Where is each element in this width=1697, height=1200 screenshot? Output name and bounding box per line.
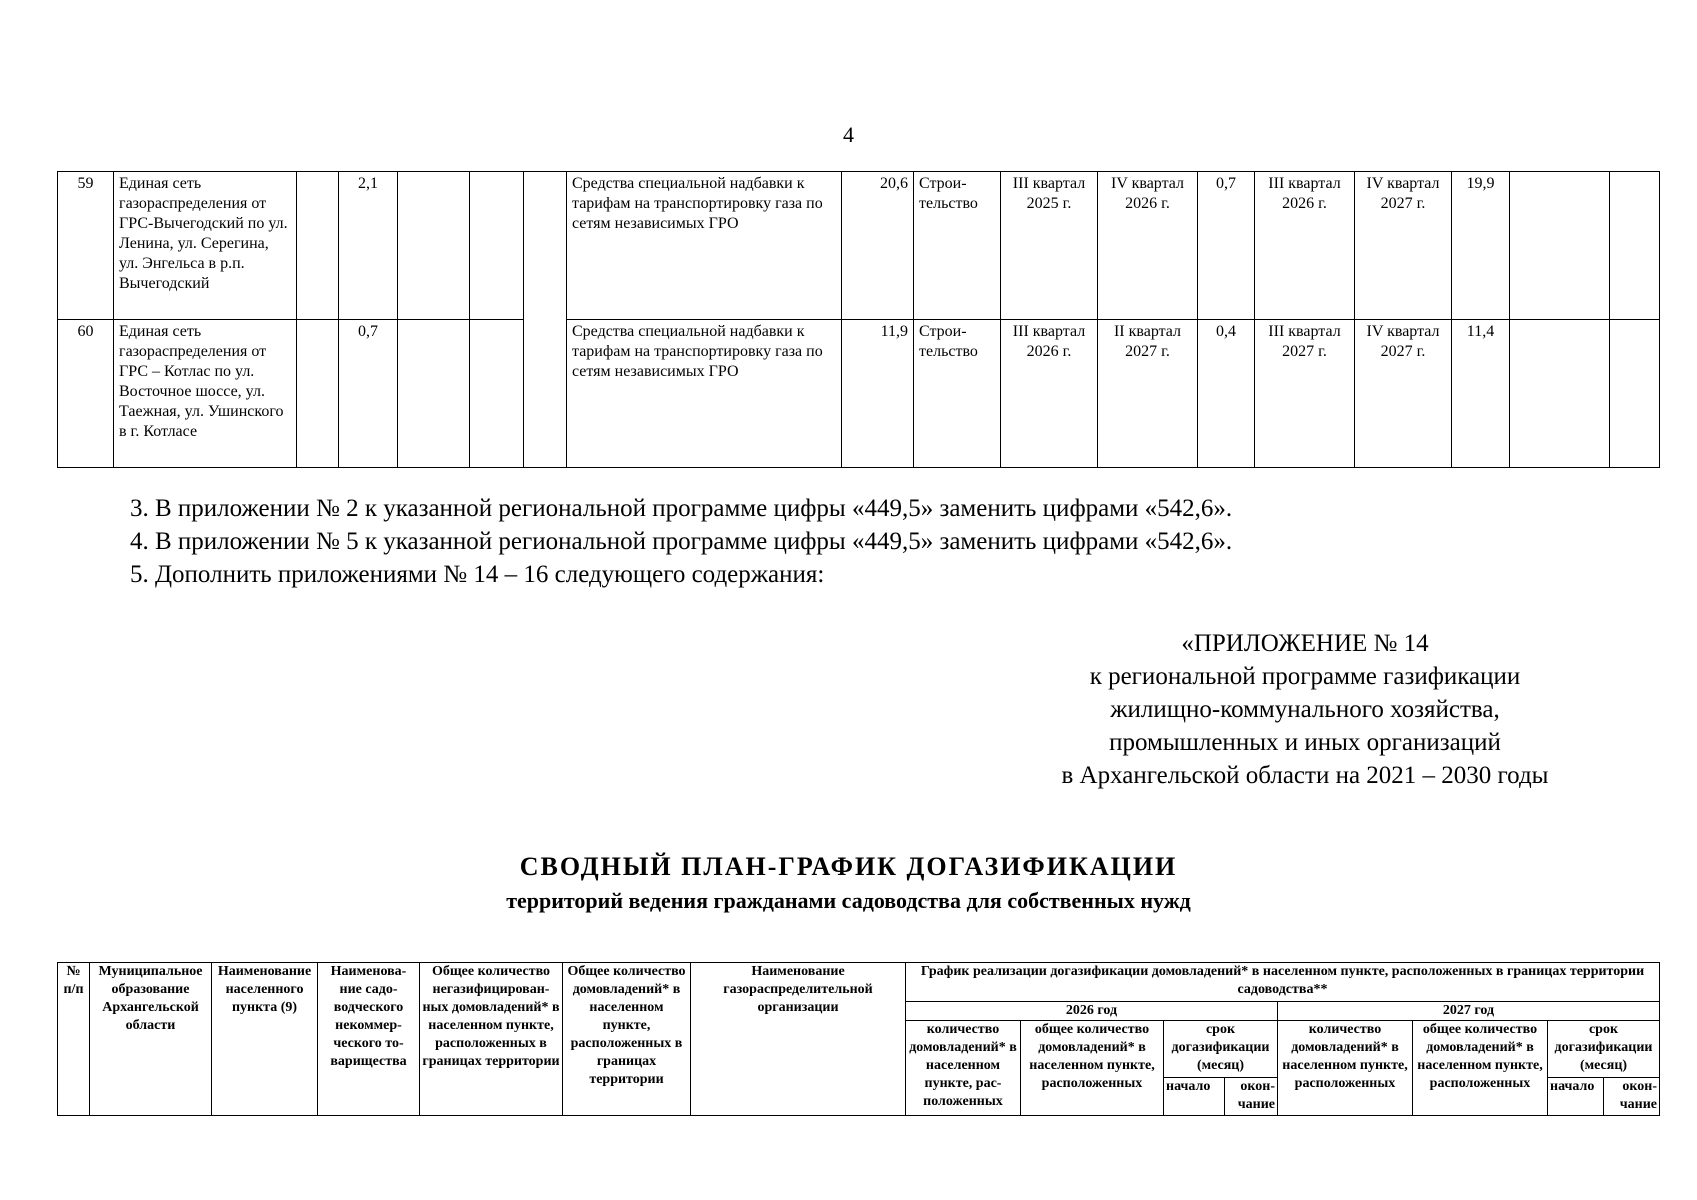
header-count-2027: количество домовладений* в населенном пункте, расположенных: [1278, 1021, 1413, 1116]
table-row: [58, 320, 1660, 468]
value-3: 11,4: [1452, 320, 1510, 468]
appendix-line: промышленных и иных организаций: [1109, 729, 1501, 756]
row-number: 59: [58, 172, 114, 320]
header-year-2026: 2026 год: [906, 1002, 1278, 1021]
appendix-line: к региональной программе газификации: [1089, 663, 1521, 690]
empty-cell: [1510, 320, 1610, 468]
appendix-line: «ПРИЛОЖЕНИЕ № 14: [1181, 630, 1429, 657]
empty-cell: [1510, 172, 1610, 320]
header-gas-org: Наименование газораспределительной организации: [691, 963, 906, 1116]
end-date-2: IV квартал 2027 г.: [1355, 172, 1452, 320]
start-date-2: III квартал 2026 г.: [1255, 172, 1355, 320]
value-2: 0,4: [1198, 320, 1255, 468]
empty-cell: [470, 172, 524, 320]
length-value: 2,1: [339, 172, 398, 320]
paragraph-4: 4. В приложении № 5 к указанной региональной программе цифры «449,5» заменить цифрами «542,6».: [130, 528, 1233, 555]
end-date: IV квартал 2026 г.: [1098, 172, 1198, 320]
funding-source: Средства специальной надбавки к тарифам на транспортировку газа по сетям независимых ГРО: [567, 320, 842, 468]
value-2: 0,7: [1198, 172, 1255, 320]
value-3: 19,9: [1452, 172, 1510, 320]
document-title: СВОДНЫЙ ПЛАН-ГРАФИК ДОГАЗИФИКАЦИИ: [519, 852, 1178, 881]
empty-cell: [1610, 320, 1660, 468]
start-date: III квартал 2025 г.: [1001, 172, 1098, 320]
header-partnership: Наименова-ние садо-водческого некоммер-ческого то-варищества: [318, 963, 420, 1116]
empty-cell: [1610, 172, 1660, 320]
work-type: Строи-тельство: [914, 320, 1001, 468]
header-term-2026: срок догазификации (месяц): [1164, 1021, 1278, 1078]
appendix-header: [985, 627, 1625, 792]
table-row: [58, 172, 1660, 320]
paragraph-5: 5. Дополнить приложениями № 14 – 16 следующего содержания:: [130, 561, 825, 588]
header-start-2026: начало: [1164, 1078, 1225, 1116]
start-date-2: III квартал 2027 г.: [1255, 320, 1355, 468]
empty-cell: [398, 320, 470, 468]
header-term-2027: срок догазификации (месяц): [1548, 1021, 1660, 1078]
empty-cell: [398, 172, 470, 320]
empty-cell: [297, 172, 339, 320]
header-total-count-2027: общее количество домовладений* в населенном пункте, расположенных: [1413, 1021, 1548, 1116]
page-number: 4: [843, 122, 854, 147]
header-num: № п/п: [58, 963, 90, 1116]
length-value: 0,7: [339, 320, 398, 468]
paragraph-3: 3. В приложении № 2 к указанной региональной программе цифры «449,5» заменить цифрами «542,6».: [130, 495, 1233, 522]
row-number: 60: [58, 320, 114, 468]
funding-amount: 20,6: [842, 172, 914, 320]
work-type: Строи-тельство: [914, 172, 1001, 320]
header-total-households: Общее количество домовладений* в населенном пункте, расположенных в границах территории: [563, 963, 691, 1116]
header-total-nongasified: Общее количество негазифицирован-ных домовладений* в населенном пункте, расположенных в границах территории: [420, 963, 563, 1116]
header-schedule: График реализации догазификации домовладений* в населенном пункте, расположенных в границах территории садоводства**: [906, 963, 1660, 1002]
header-settlement: Наименование населенного пункта (9): [212, 963, 318, 1116]
header-count-2026: количество домовладений* в населенном пункте, рас-положенных: [906, 1021, 1021, 1116]
gasification-table: [57, 171, 1660, 468]
empty-cell: [470, 320, 524, 468]
funding-source: Средства специальной надбавки к тарифам на транспортировку газа по сетям независимых ГРО: [567, 172, 842, 320]
object-name: Единая сеть газораспределения от ГРС-Вычегодский по ул. Ленина, ул. Серегина, ул. Энгельса в р.п. Вычегодский: [114, 172, 297, 320]
header-end-2026: окон-чание: [1225, 1078, 1278, 1116]
funding-amount: 11,9: [842, 320, 914, 468]
header-end-2027: окон-чание: [1604, 1078, 1660, 1116]
end-date: II квартал 2027 г.: [1098, 320, 1198, 468]
header-total-count-2026: общее количество домовладений* в населенном пункте, расположенных: [1021, 1021, 1164, 1116]
start-date: III квартал 2026 г.: [1001, 320, 1098, 468]
header-year-2027: 2027 год: [1278, 1002, 1660, 1021]
object-name: Единая сеть газораспределения от ГРС – Котлас по ул. Восточное шоссе, ул. Таежная, ул. Ушинского в г. Котласе: [114, 320, 297, 468]
end-date-2: IV квартал 2027 г.: [1355, 320, 1452, 468]
appendix-line: в Архангельской области на 2021 – 2030 годы: [1061, 762, 1549, 789]
empty-cell: [297, 320, 339, 468]
schedule-table-header: [57, 962, 1660, 1116]
document-subtitle: территорий ведения гражданами садоводства для собственных нужд: [506, 888, 1191, 913]
empty-cell: [524, 172, 567, 468]
appendix-line: жилищно-коммунального хозяйства,: [1110, 696, 1500, 723]
amendment-paragraphs: [130, 492, 1232, 591]
header-start-2027: начало: [1548, 1078, 1604, 1116]
header-municipality: Муниципальное образование Архангельской области: [90, 963, 212, 1116]
